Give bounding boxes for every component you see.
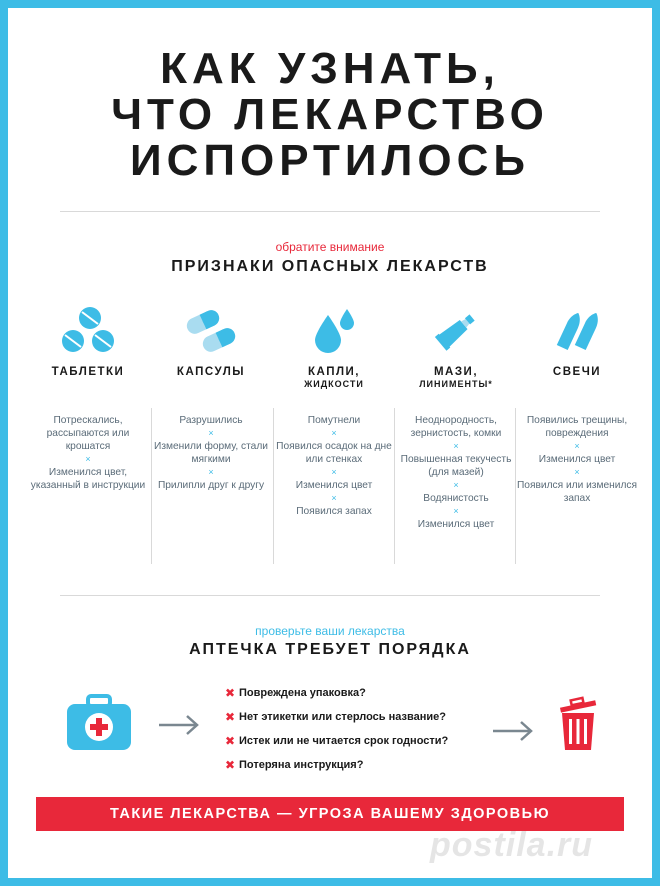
category-ointments — [395, 300, 517, 531]
cross-icon: ✖ — [225, 686, 236, 700]
category-name — [273, 366, 395, 406]
category-signs — [516, 414, 638, 505]
section2-kicker: проверьте ваши лекарства — [255, 624, 405, 638]
sign-text: Неоднородность, зернистость, комки — [410, 415, 502, 439]
title-line-1: КАК УЗНАТЬ, — [160, 44, 500, 93]
separator-icon: × — [208, 467, 214, 477]
title-line-2: ЧТО ЛЕКАРСТВО — [111, 90, 549, 139]
section2-heading: АПТЕЧКА ТРЕБУЕТ ПОРЯДКА — [189, 641, 471, 658]
sign-text: Водянистость — [423, 493, 489, 504]
sign-text: Появился или изменился запах — [516, 480, 638, 504]
sign-text: Разрушились — [179, 415, 243, 426]
category-signs — [395, 414, 517, 531]
list-item — [225, 710, 448, 734]
ointment-tube-icon — [395, 300, 517, 362]
section1-kicker: обратите внимание — [275, 240, 385, 254]
sign-text: Потрескались, рассыпаются или крошатся — [46, 415, 130, 452]
separator-icon: × — [574, 441, 580, 451]
sign-text: Появился запах — [296, 506, 372, 517]
separator-icon: × — [331, 428, 337, 438]
category-signs — [150, 414, 272, 492]
medicine-checklist — [225, 686, 448, 782]
category-signs — [27, 414, 149, 492]
check-text: Нет этикетки или стерлось название? — [239, 711, 446, 723]
category-suppositories — [516, 300, 638, 505]
warning-banner: ТАКИЕ ЛЕКАРСТВА — УГРОЗА ВАШЕМУ ЗДОРОВЬЮ — [36, 797, 624, 831]
category-drops — [273, 300, 395, 518]
cross-icon: ✖ — [225, 758, 236, 772]
category-name-main: КАПЛИ, — [308, 366, 360, 378]
separator-icon: × — [453, 506, 459, 516]
watermark: postila.ru — [430, 826, 594, 864]
section1-heading: ПРИЗНАКИ ОПАСНЫХ ЛЕКАРСТВ — [171, 258, 489, 275]
separator-icon: × — [331, 493, 337, 503]
list-item — [225, 734, 448, 758]
sign-text: Повышенная текучесть (для мазей) — [400, 454, 512, 478]
separator-icon: × — [453, 480, 459, 490]
check-text: Повреждена упаковка? — [239, 687, 366, 699]
category-name: СВЕЧИ — [552, 366, 602, 378]
page-title — [40, 46, 620, 184]
sign-text: Появились трещины, повреждения — [526, 415, 628, 439]
cross-icon: ✖ — [225, 710, 236, 724]
list-item — [225, 758, 448, 782]
category-tablets — [27, 300, 149, 492]
first-aid-kit-icon — [66, 694, 132, 757]
sign-text: Помутнели — [307, 415, 361, 426]
separator-icon: × — [85, 454, 91, 464]
category-name-sub: ЖИДКОСТИ — [304, 379, 364, 389]
arrow-right-icon — [158, 714, 200, 741]
separator-icon: × — [331, 467, 337, 477]
sign-text: Прилипли друг к другу — [157, 480, 265, 491]
divider-middle — [60, 595, 600, 596]
sign-text: Изменили форму, стали мягкими — [154, 441, 268, 465]
category-name: ТАБЛЕТКИ — [51, 366, 125, 378]
check-text: Потеряна инструкция? — [239, 759, 364, 771]
cross-icon: ✖ — [225, 734, 236, 748]
separator-icon: × — [574, 467, 580, 477]
sign-text: Изменился цвет — [295, 480, 373, 491]
arrow-right-icon — [492, 720, 534, 747]
pills-icon — [27, 300, 149, 362]
sign-text: Появился осадок на дне или стенках — [276, 441, 392, 465]
check-text: Истек или не читается срок годности? — [239, 735, 449, 747]
sign-text: Изменился цвет — [538, 454, 616, 465]
category-signs — [273, 414, 395, 518]
category-name-main: МАЗИ, — [433, 366, 479, 378]
category-name-sub: ЛИНИМЕНТЫ* — [419, 379, 493, 389]
category-name: КАПСУЛЫ — [176, 366, 246, 378]
list-item — [225, 686, 448, 710]
separator-icon: × — [208, 428, 214, 438]
drops-icon — [273, 300, 395, 362]
category-name — [395, 366, 517, 406]
capsules-icon — [150, 300, 272, 362]
sign-text: Изменился цвет — [417, 519, 495, 530]
suppositories-icon — [516, 300, 638, 362]
sign-text: Изменился цвет, указанный в инструкции — [30, 467, 146, 491]
separator-icon: × — [453, 441, 459, 451]
title-line-3: ИСПОРТИЛОСЬ — [129, 136, 531, 185]
category-capsules — [150, 300, 272, 492]
divider-top — [60, 211, 600, 212]
trash-bin-icon — [556, 696, 600, 757]
